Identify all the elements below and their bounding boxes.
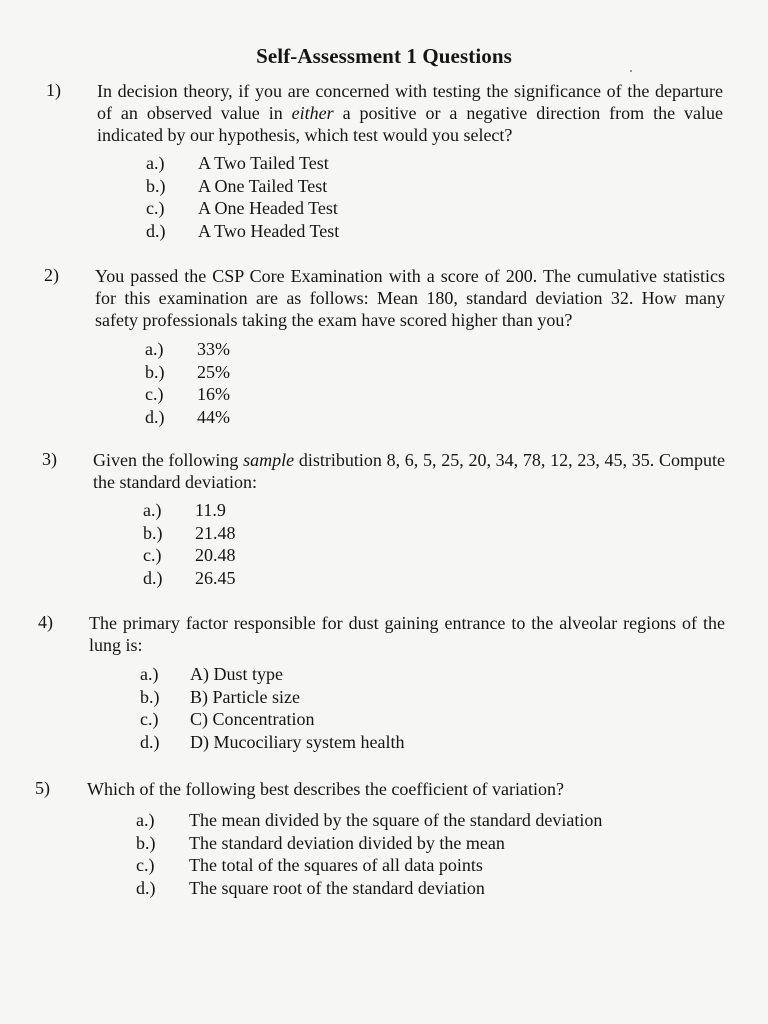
question-number: 1) — [46, 80, 61, 100]
answer-options — [143, 499, 443, 589]
option-text: B) Particle size — [190, 686, 300, 707]
option-letter: a.) — [145, 339, 164, 359]
option-letter: b.) — [136, 832, 156, 853]
option-text: 16% — [197, 384, 230, 404]
option-letter: a.) — [143, 500, 162, 520]
option-letter: b.) — [146, 175, 166, 196]
page-title: Self-Assessment 1 Questions — [256, 44, 512, 68]
option-letter: c.) — [145, 384, 164, 404]
question-text: The primary factor responsible for dust gaining entrance to the alveolar regions of the lung is: — [89, 613, 725, 655]
option-text: 20.48 — [195, 545, 236, 565]
answer-option-d — [146, 220, 546, 243]
option-text: 33% — [197, 339, 230, 359]
answer-option-b — [140, 686, 540, 709]
option-text: The mean divided by the square of the standard deviation — [189, 810, 603, 830]
option-letter: a.) — [136, 810, 155, 830]
option-text: 26.45 — [195, 567, 236, 588]
option-text: 44% — [197, 406, 230, 427]
option-letter: b.) — [140, 686, 160, 707]
answer-option-c — [140, 708, 540, 731]
option-letter: a.) — [146, 153, 165, 173]
question-text: In decision theory, if you are concerned with testing the significance of the departure of an observed value in either a positive or a negative direction from the value indicated by our hypothesis, which test would you select? — [97, 81, 723, 145]
option-text: D) Mucociliary system health — [190, 731, 405, 752]
answer-option-d — [140, 731, 540, 754]
option-letter: a.) — [140, 664, 159, 684]
option-text: A Two Tailed Test — [198, 153, 329, 173]
answer-options — [145, 338, 445, 428]
question-number: 2) — [44, 265, 59, 285]
answer-option-d — [143, 567, 443, 590]
option-text: The square root of the standard deviation — [189, 877, 485, 898]
answer-option-b — [146, 175, 546, 198]
answer-option-a — [145, 338, 445, 361]
option-letter: c.) — [136, 855, 155, 875]
option-letter: d.) — [143, 567, 163, 588]
answer-option-d — [145, 406, 445, 429]
answer-option-a — [146, 152, 546, 175]
option-text: 25% — [197, 361, 230, 382]
option-text: A One Tailed Test — [198, 175, 328, 196]
answer-option-a — [143, 499, 443, 522]
answer-options — [136, 809, 696, 899]
answer-options — [146, 152, 546, 242]
question-number: 5) — [35, 778, 50, 798]
answer-options — [140, 663, 540, 753]
answer-option-c — [146, 197, 546, 220]
option-letter: b.) — [145, 361, 165, 382]
option-letter: c.) — [146, 198, 165, 218]
option-text: A) Dust type — [190, 664, 283, 684]
option-letter: d.) — [136, 877, 156, 898]
answer-option-b — [136, 832, 696, 855]
option-text: 11.9 — [195, 500, 226, 520]
option-text: The standard deviation divided by the mean — [189, 832, 505, 853]
option-letter: c.) — [140, 709, 159, 729]
answer-option-d — [136, 877, 696, 900]
option-letter: d.) — [145, 406, 165, 427]
option-text: 21.48 — [195, 522, 236, 543]
question-text: Which of the following best describes the coefficient of variation? — [87, 779, 564, 799]
answer-option-b — [145, 361, 445, 384]
option-letter: b.) — [143, 522, 163, 543]
option-letter: d.) — [140, 731, 160, 752]
scan-speck — [630, 70, 632, 72]
option-text: A One Headed Test — [198, 198, 338, 218]
option-letter: d.) — [146, 220, 166, 241]
question-number: 4) — [38, 612, 53, 632]
option-text: C) Concentration — [190, 709, 315, 729]
option-letter: c.) — [143, 545, 162, 565]
answer-option-b — [143, 522, 443, 545]
answer-option-c — [145, 383, 445, 406]
answer-option-a — [136, 809, 696, 832]
answer-option-c — [143, 544, 443, 567]
question-text: Given the following sample distribution 8, 6, 5, 25, 20, 34, 78, 12, 23, 45, 35. Compute the standard deviation: — [93, 450, 725, 492]
answer-option-c — [136, 854, 696, 877]
question-number: 3) — [42, 449, 57, 469]
option-text: A Two Headed Test — [198, 220, 340, 241]
question-text: You passed the CSP Core Examination with a score of 200. The cumulative statistics for this examination are as follows: Mean 180, standard deviation 32. How many safety professionals taking the exam have scored higher than you? — [95, 266, 725, 330]
answer-option-a — [140, 663, 540, 686]
option-text: The total of the squares of all data points — [189, 855, 483, 875]
